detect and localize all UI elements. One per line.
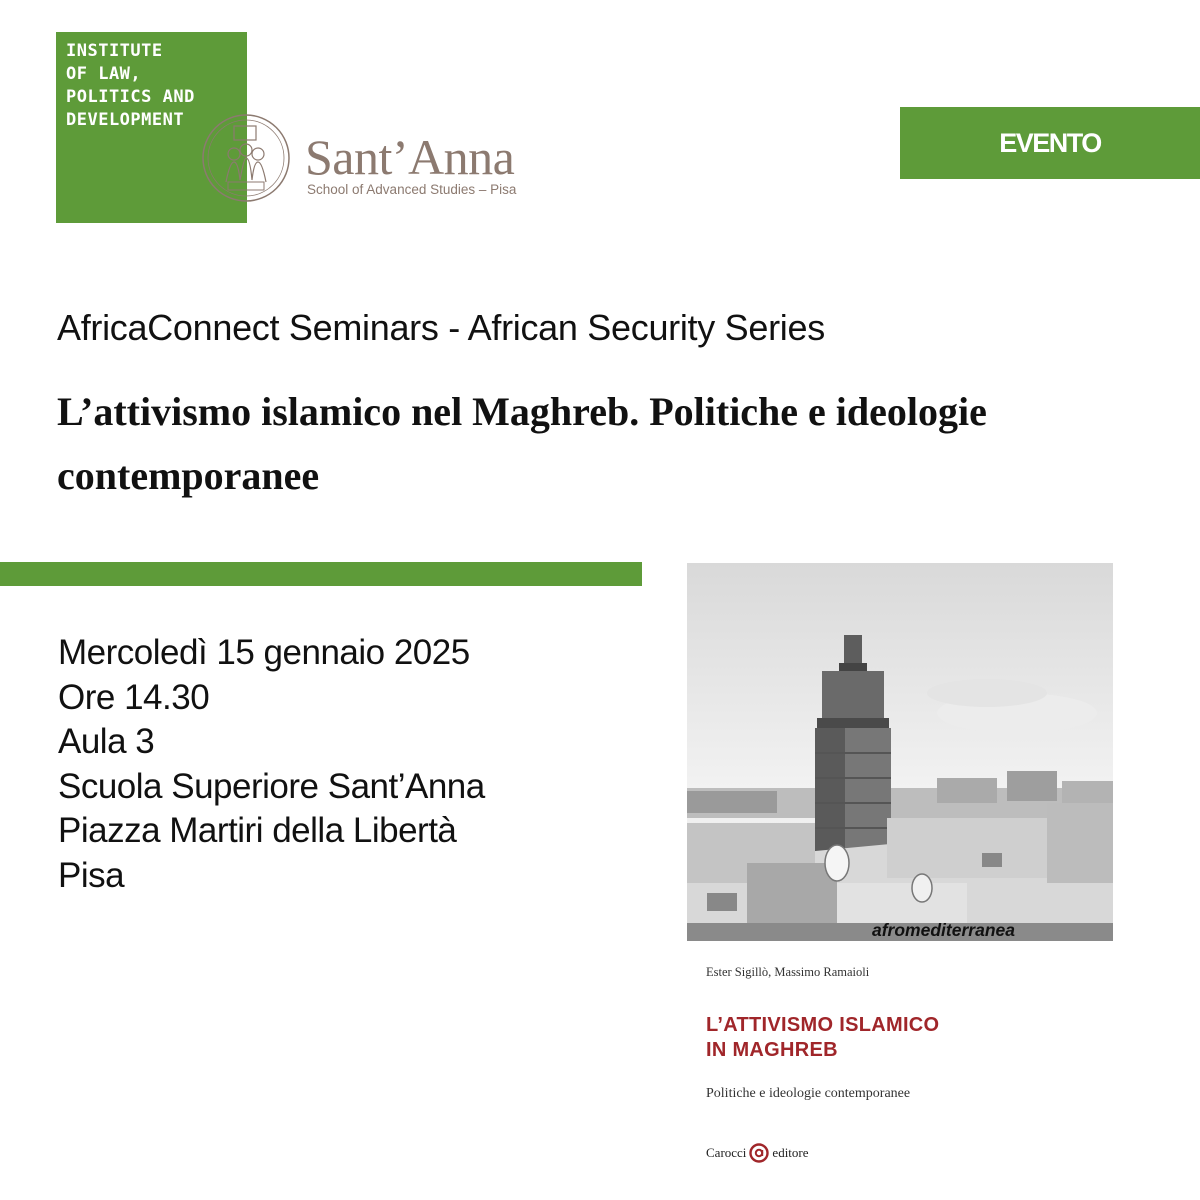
book-subtitle: Politiche e ideologie contemporanee xyxy=(706,1086,911,1101)
event-details xyxy=(58,631,485,898)
event-badge-label: EVENTO xyxy=(999,127,1101,158)
event-venue: Scuola Superiore Sant’Anna xyxy=(58,766,485,806)
event-title: L’attivismo islamico nel Maghreb. Politiche e ideologie contemporanee xyxy=(57,389,987,498)
carocci-logo-icon xyxy=(749,1143,769,1163)
book-title-line-1: L’ATTIVISMO ISLAMICO xyxy=(706,1014,940,1036)
school-subtitle: School of Advanced Studies – Pisa xyxy=(307,182,517,197)
green-divider xyxy=(0,562,642,586)
book-title-line-2: IN MAGHREB xyxy=(706,1039,838,1061)
school-name: Sant’Anna xyxy=(305,129,515,185)
event-time: Ore 14.30 xyxy=(58,677,210,717)
book-title xyxy=(706,1013,939,1063)
book-authors: Ester Sigillò, Massimo Ramaioli xyxy=(706,965,870,979)
event-city: Pisa xyxy=(58,855,125,895)
book-cover-photo xyxy=(687,563,1113,941)
event-address: Piazza Martiri della Libertà xyxy=(58,811,457,850)
santanna-seal-icon xyxy=(200,112,292,204)
photo-caption: afromediterranea xyxy=(872,920,1015,940)
event-badge xyxy=(900,107,1200,179)
event-room: Aula 3 xyxy=(58,722,155,761)
publisher-name: Carocci xyxy=(706,1145,747,1160)
institute-name: INSTITUTE OF LAW, POLITICS AND DEVELOPMENT xyxy=(66,41,195,130)
publisher xyxy=(706,1143,809,1163)
event-date: Mercoledì 15 gennaio 2025 xyxy=(58,633,470,672)
publisher-suffix: editore xyxy=(772,1145,809,1160)
seminar-series: AfricaConnect Seminars - African Security Series xyxy=(57,307,825,348)
